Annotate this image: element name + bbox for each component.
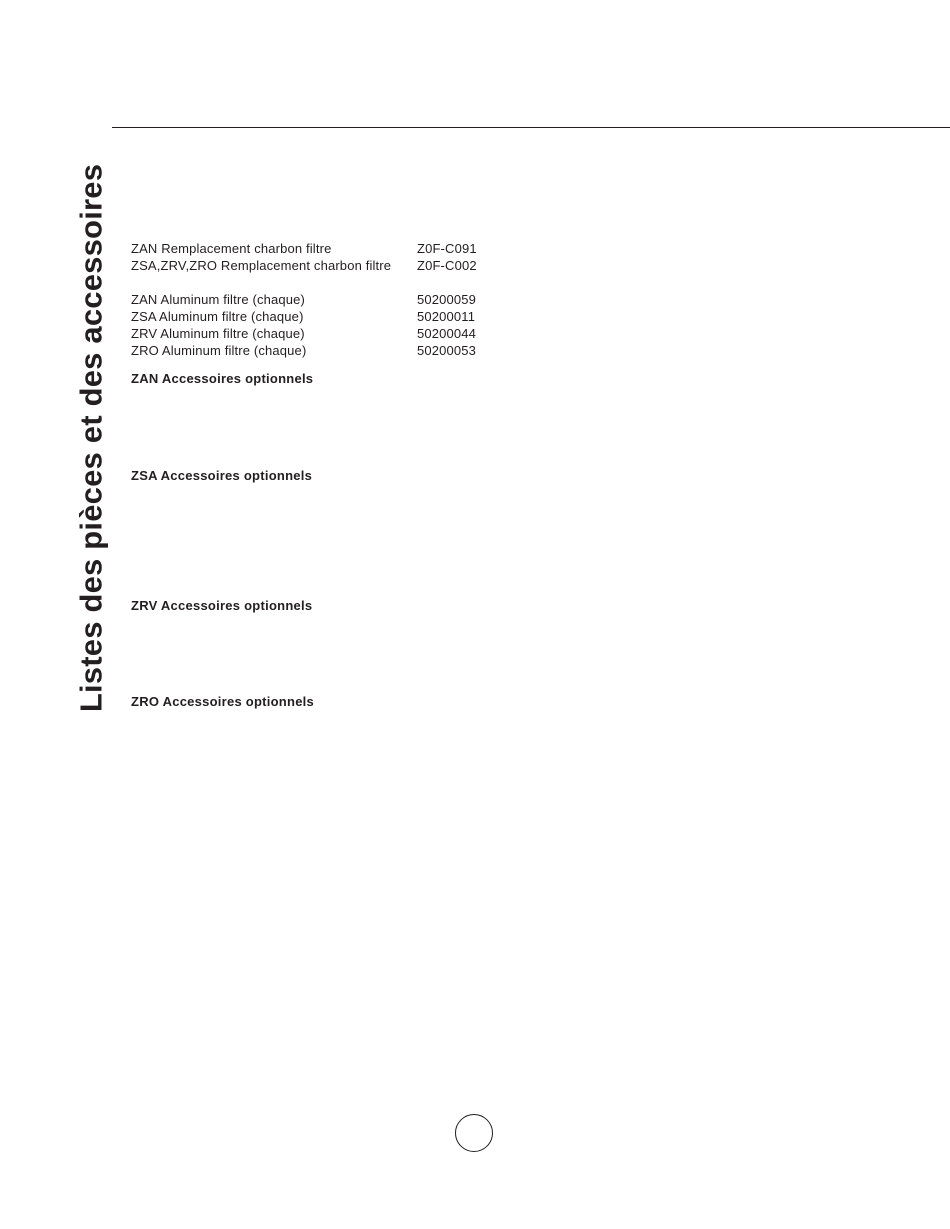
part-description: ZRV Aluminum filtre (chaque): [131, 326, 305, 341]
page-title: Listes des pièces et des accessoires: [73, 163, 109, 713]
part-description: ZRO Aluminum filtre (chaque): [131, 343, 307, 358]
zan-accessories-heading: ZAN Accessoires optionnels: [131, 371, 314, 386]
header-rule: [112, 127, 950, 128]
part-description: ZAN Remplacement charbon filtre: [131, 241, 332, 256]
zrv-accessories-heading: ZRV Accessoires optionnels: [131, 598, 313, 613]
part-number: 50200059: [417, 292, 477, 307]
zro-accessories-heading: ZRO Accessoires optionnels: [131, 694, 315, 709]
part-description: ZAN Aluminum filtre (chaque): [131, 292, 305, 307]
part-description: ZSA Aluminum filtre (chaque): [131, 309, 304, 324]
part-number: 50200044: [417, 326, 477, 341]
part-number: 50200053: [417, 343, 477, 358]
part-description: ZSA,ZRV,ZRO Remplacement charbon filtre: [131, 258, 392, 273]
zsa-accessories-heading: ZSA Accessoires optionnels: [131, 468, 313, 483]
part-number: 50200011: [417, 309, 476, 324]
part-number: Z0F-C091: [417, 241, 477, 256]
part-number: Z0F-C002: [417, 258, 477, 273]
page-number-circle: [455, 1114, 493, 1152]
